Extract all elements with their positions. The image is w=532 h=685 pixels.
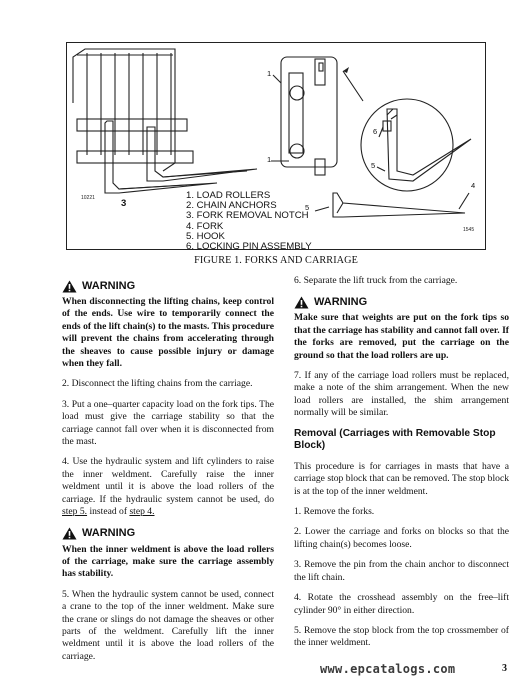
- callout-5-main: 5: [305, 203, 310, 212]
- removal-heading: Removal (Carriages with Removable Stop Block): [294, 427, 496, 452]
- step-4: 4. Use the hydraulic system and lift cylinders to raise the inner weldment. Carefully raise the inner weldment until it is above the load rollers of the carriage. If the hydraulic system cannot be used, do step 5. instead of step 4.: [62, 456, 274, 518]
- step-7: 7. If any of the carriage load rollers must be replaced, make a note of the shim arrangement. When the new load rollers are installed, the shim arrangement normally will be similar.: [294, 370, 509, 419]
- figure-legend: [186, 191, 312, 252]
- step-5: 5. When the hydraulic system cannot be used, connect a crane to the top of the inner weldment. Make sure the crane or slings do not damage the sheaves or other parts of the weldment. Carefully lift the inner weldment until it is above the load rollers of the carriage.: [62, 588, 274, 662]
- left-column: [62, 279, 274, 671]
- warning-heading-2: WARNING: [62, 527, 274, 541]
- step-2: 2. Disconnect the lifting chains from the carriage.: [62, 378, 253, 390]
- removal-step-3: 3. Remove the pin from the chain anchor to disconnect the lift chain.: [294, 559, 509, 583]
- callout-1-mid: 1: [267, 155, 272, 164]
- leader-1-top: [273, 75, 281, 83]
- leader-4: [459, 193, 469, 209]
- removal-step-2: 2. Lower the carriage and forks on blocks so that the lifting chain(s) becomes loose.: [294, 526, 509, 550]
- warning-text-2: When the inner weldment is above the load rollers of the carriage, make sure the carriage assembly has stability.: [62, 543, 274, 580]
- legend-item-locking-pin: 6. LOCKING PIN ASSEMBLY: [186, 240, 312, 252]
- legend-item-hook: 5. HOOK: [186, 230, 225, 242]
- step-3: 3. Put a one–quarter capacity load on the fork tips. The load must give the carriage stability so that the carriage cannot fall over when it is disconnected from the mast.: [62, 398, 274, 448]
- leader-6: [379, 127, 383, 137]
- warning-text-3: Make sure that weights are put on the fork tips so that the carriage has stability and cannot fall over. If the forks are removed, put the carriage on the ground so that the load rollers are up.: [294, 312, 509, 361]
- watermark-url: www.epcatalogs.com: [320, 662, 456, 676]
- removal-step-4: 4. Rotate the crosshead assembly on the free–lift cylinder 90° in either direction.: [294, 592, 509, 616]
- page-number: 3: [502, 663, 507, 674]
- leader-5-main: [315, 207, 329, 211]
- removal-step-1: 1. Remove the forks.: [294, 506, 375, 518]
- callout-5-inset: 5: [371, 161, 376, 170]
- right-column: [294, 275, 509, 658]
- figure-code-right: 1545: [463, 227, 475, 233]
- callout-1-top: 1: [267, 69, 272, 78]
- leader-5-inset: [377, 167, 385, 171]
- leader-arrow-to-inset: [343, 71, 363, 101]
- figure-code-left: 10221: [81, 195, 95, 201]
- removal-step-5: 5. Remove the stop block from the top crossmember of the inner weldment.: [294, 624, 509, 649]
- warning-triangle-icon: [62, 280, 77, 293]
- figure-caption: FIGURE 1. FORKS AND CARRIAGE: [194, 255, 358, 266]
- callout-3: 3: [121, 198, 127, 209]
- step-5-link[interactable]: step 5.: [62, 506, 88, 518]
- step-6: 6. Separate the lift truck from the carriage.: [294, 275, 458, 286]
- warning-heading-3: WARNING: [294, 295, 509, 309]
- warning-triangle-icon: [294, 296, 309, 309]
- warning-triangle-icon: [62, 527, 77, 540]
- carriage-backrest-outline: [73, 49, 175, 171]
- step-4-link[interactable]: step 4.: [129, 506, 155, 518]
- callout-4: 4: [471, 181, 476, 190]
- legend-item-load-rollers: 1. LOAD ROLLERS: [186, 190, 271, 201]
- removal-intro: This procedure is for carriages in masts that have a carriage stop block that can be removed. The stop block is at the top of the inner weldment.: [294, 460, 509, 497]
- legend-item-fork: 4. FORK: [186, 220, 224, 232]
- legend-item-chain-anchors: 2. CHAIN ANCHORS: [186, 200, 277, 212]
- warning-text-1: When disconnecting the lifting chains, keep control of the ends. Use wire to temporarily connect the ends of the lift chain(s) to the masts. This procedure will prevent the chains from accelerating through the sheaves to cause possible injury or damage when they fall.: [62, 296, 274, 370]
- warning-heading-1: WARNING: [62, 279, 274, 293]
- legend-item-fork-removal-notch: 3. FORK REMOVAL NOTCH: [186, 210, 309, 222]
- callout-6: 6: [373, 127, 378, 136]
